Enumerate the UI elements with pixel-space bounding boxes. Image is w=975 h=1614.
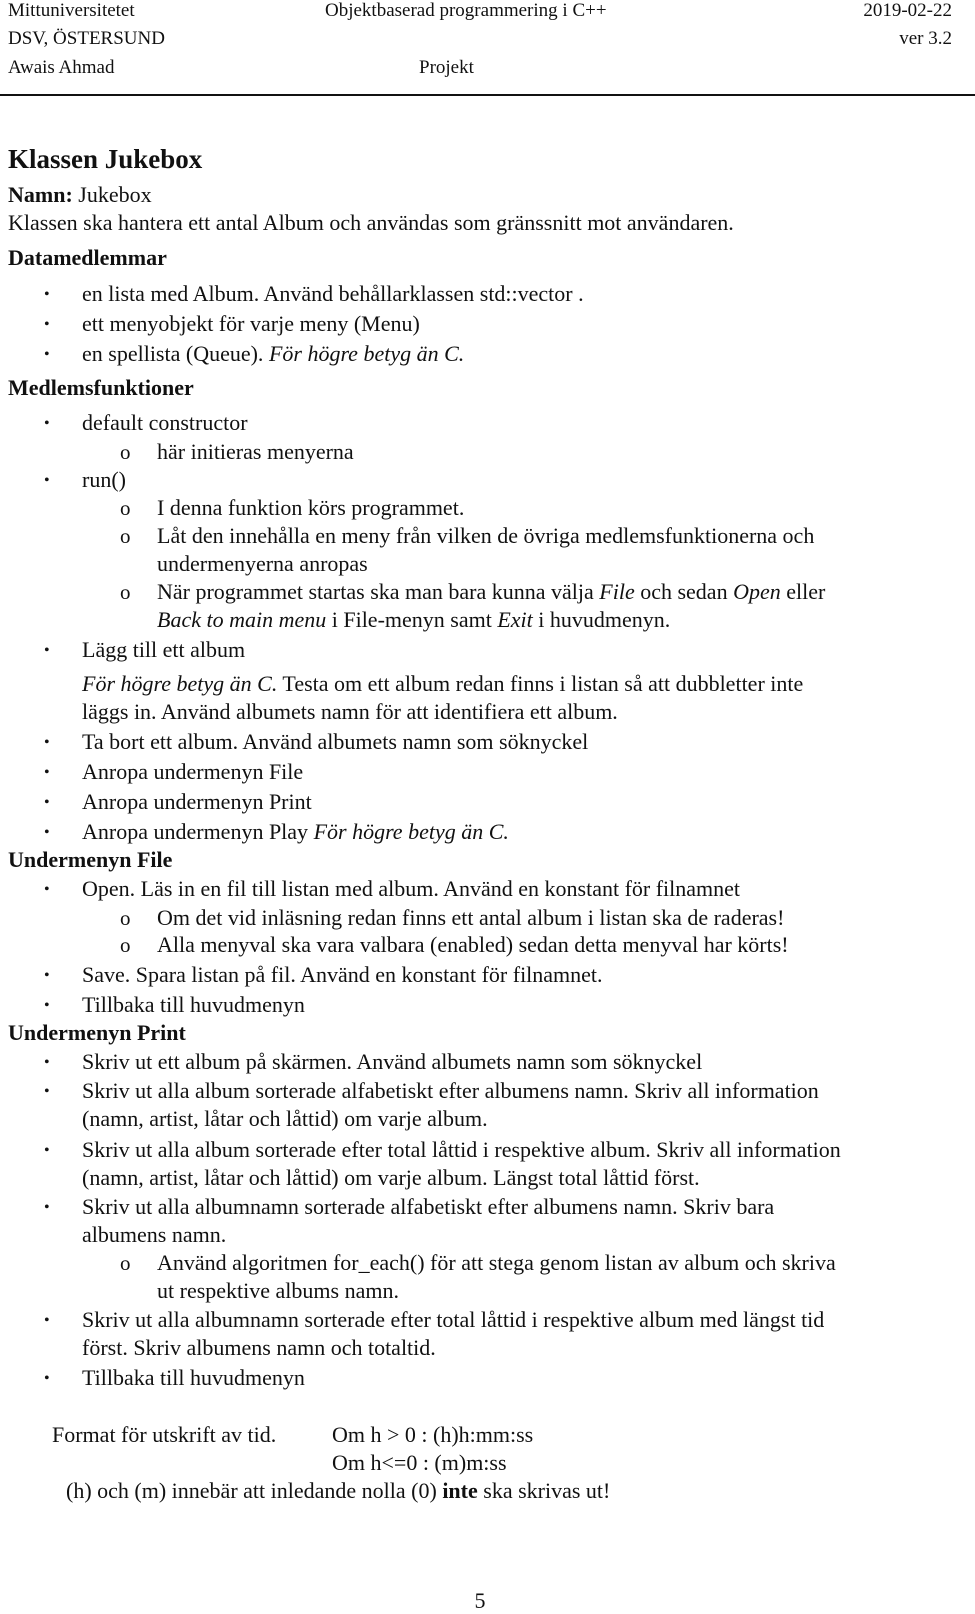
- add-album-note: För högre betyg än C. Testa om ett album redan finns i listan så att dubbletter inte: [82, 671, 804, 696]
- bullet-icon: •: [44, 346, 50, 363]
- class-name-line: [8, 181, 152, 209]
- bullet-icon: •: [44, 1142, 50, 1159]
- sub-bullet-icon: o: [120, 496, 131, 520]
- header-author: Awais Ahmad: [8, 57, 115, 78]
- time-format-rule-2: Om h<=0 : (m)m:ss: [332, 1450, 507, 1475]
- section-heading-print-menu: Undermenyn Print: [8, 1020, 186, 1045]
- list-item: Lägg till ett album: [82, 637, 246, 662]
- sub-bullet-icon: o: [120, 524, 131, 548]
- sub-list-item-cont: ut respektive albums namn.: [157, 1278, 399, 1303]
- sub-list-item: här initieras menyerna: [157, 439, 354, 464]
- list-item: Tillbaka till huvudmenyn: [82, 1365, 305, 1390]
- list-item: run(): [82, 467, 126, 492]
- bullet-icon: •: [44, 1199, 50, 1216]
- header-institution: Mittuniversitetet: [8, 0, 135, 21]
- list-item: Anropa undermenyn File: [82, 759, 304, 784]
- sub-list-item-cont: Back to main menu i File-menyn samt Exit i huvudmenyn.: [157, 607, 671, 632]
- bullet-icon: •: [44, 997, 50, 1014]
- list-item-cont: (namn, artist, låtar och låttid) om varje album. Längst total låttid först.: [82, 1165, 700, 1190]
- name-value: Jukebox: [72, 182, 152, 207]
- sub-bullet-icon: o: [120, 933, 131, 957]
- header-department: DSV, ÖSTERSUND: [8, 28, 165, 49]
- bullet-icon: •: [44, 1370, 50, 1387]
- bullet-icon: •: [44, 734, 50, 751]
- sub-list-item: I denna funktion körs programmet.: [157, 495, 465, 520]
- list-item: Skriv ut ett album på skärmen. Använd albumets namn som söknyckel: [82, 1049, 703, 1074]
- class-description: Klassen ska hantera ett antal Album och användas som gränssnitt mot användaren.: [8, 210, 734, 235]
- header-rule: [0, 94, 975, 96]
- list-item: en lista med Album. Använd behållarklassen std::vector .: [82, 281, 584, 306]
- list-item: Skriv ut alla albumnamn sorterade alfabetiskt efter albumens namn. Skriv bara: [82, 1194, 775, 1219]
- sub-list-item: Använd algoritmen for_each() för att stega genom listan av album och skriva: [157, 1250, 836, 1275]
- list-item: Save. Spara listan på fil. Använd en konstant för filnamnet.: [82, 962, 603, 987]
- name-label: Namn:: [8, 182, 73, 207]
- list-item: Tillbaka till huvudmenyn: [82, 992, 305, 1017]
- list-item: Anropa undermenyn Print: [82, 789, 312, 814]
- list-item: Skriv ut alla album sorterade efter total låttid i respektive album. Skriv all information: [82, 1137, 841, 1162]
- list-item: Anropa undermenyn Play För högre betyg än C.: [82, 819, 509, 844]
- sub-list-item: När programmet startas ska man bara kunna välja File och sedan Open eller: [157, 579, 826, 604]
- section-heading-data-members: Datamedlemmar: [8, 245, 167, 270]
- time-format-label: Format för utskrift av tid.: [52, 1422, 277, 1447]
- sub-bullet-icon: o: [120, 580, 131, 604]
- header-date: 2019-02-22: [863, 0, 952, 21]
- page-title: Klassen Jukebox: [8, 144, 203, 174]
- list-item: ett menyobjekt för varje meny (Menu): [82, 311, 420, 336]
- list-item-cont: (namn, artist, låtar och låttid) om varje album.: [82, 1106, 488, 1131]
- bullet-icon: •: [44, 1312, 50, 1329]
- sub-list-item-cont: undermenyerna anropas: [157, 551, 368, 576]
- time-format-rule-1: Om h > 0 : (h)h:mm:ss: [332, 1422, 534, 1447]
- bullet-icon: •: [44, 824, 50, 841]
- bullet-icon: •: [44, 316, 50, 333]
- header-course: Objektbaserad programmering i C++: [325, 0, 607, 21]
- bullet-icon: •: [44, 415, 50, 432]
- bullet-icon: •: [44, 642, 50, 659]
- header-version: ver 3.2: [899, 28, 952, 49]
- list-item: Open. Läs in en fil till listan med album. Använd en konstant för filnamnet: [82, 876, 741, 901]
- sub-bullet-icon: o: [120, 440, 131, 464]
- bullet-icon: •: [44, 1083, 50, 1100]
- bullet-icon: •: [44, 881, 50, 898]
- add-album-note-cont: läggs in. Använd albumets namn för att identifiera ett album.: [82, 699, 618, 724]
- header-doc-type: Projekt: [419, 57, 474, 78]
- sub-bullet-icon: o: [120, 906, 131, 930]
- sub-list-item: Låt den innehålla en meny från vilken de övriga medlemsfunktionerna och: [157, 523, 815, 548]
- bullet-icon: •: [44, 472, 50, 489]
- time-format-note: (h) och (m) innebär att inledande nolla (0) inte ska skrivas ut!: [66, 1478, 611, 1503]
- list-item: Ta bort ett album. Använd albumets namn som söknyckel: [82, 729, 589, 754]
- list-item-cont: albumens namn.: [82, 1222, 227, 1247]
- sub-list-item: Om det vid inläsning redan finns ett antal album i listan ska de raderas!: [157, 905, 785, 930]
- section-heading-file-menu: Undermenyn File: [8, 847, 173, 872]
- bullet-icon: •: [44, 967, 50, 984]
- bullet-icon: •: [44, 794, 50, 811]
- list-item: en spellista (Queue). För högre betyg än C.: [82, 341, 465, 366]
- page-number: 5: [474, 1588, 486, 1613]
- bullet-icon: •: [44, 286, 50, 303]
- list-item: default constructor: [82, 410, 248, 435]
- sub-bullet-icon: o: [120, 1251, 131, 1275]
- list-item: Skriv ut alla albumnamn sorterade efter total låttid i respektive album med längst tid: [82, 1307, 825, 1332]
- section-heading-member-functions: Medlemsfunktioner: [8, 375, 194, 400]
- sub-list-item: Alla menyval ska vara valbara (enabled) sedan detta menyval har körts!: [157, 932, 789, 957]
- list-item-cont: först. Skriv albumens namn och totaltid.: [82, 1335, 436, 1360]
- list-item: Skriv ut alla album sorterade alfabetiskt efter albumens namn. Skriv all information: [82, 1078, 819, 1103]
- bullet-icon: •: [44, 1054, 50, 1071]
- bullet-icon: •: [44, 764, 50, 781]
